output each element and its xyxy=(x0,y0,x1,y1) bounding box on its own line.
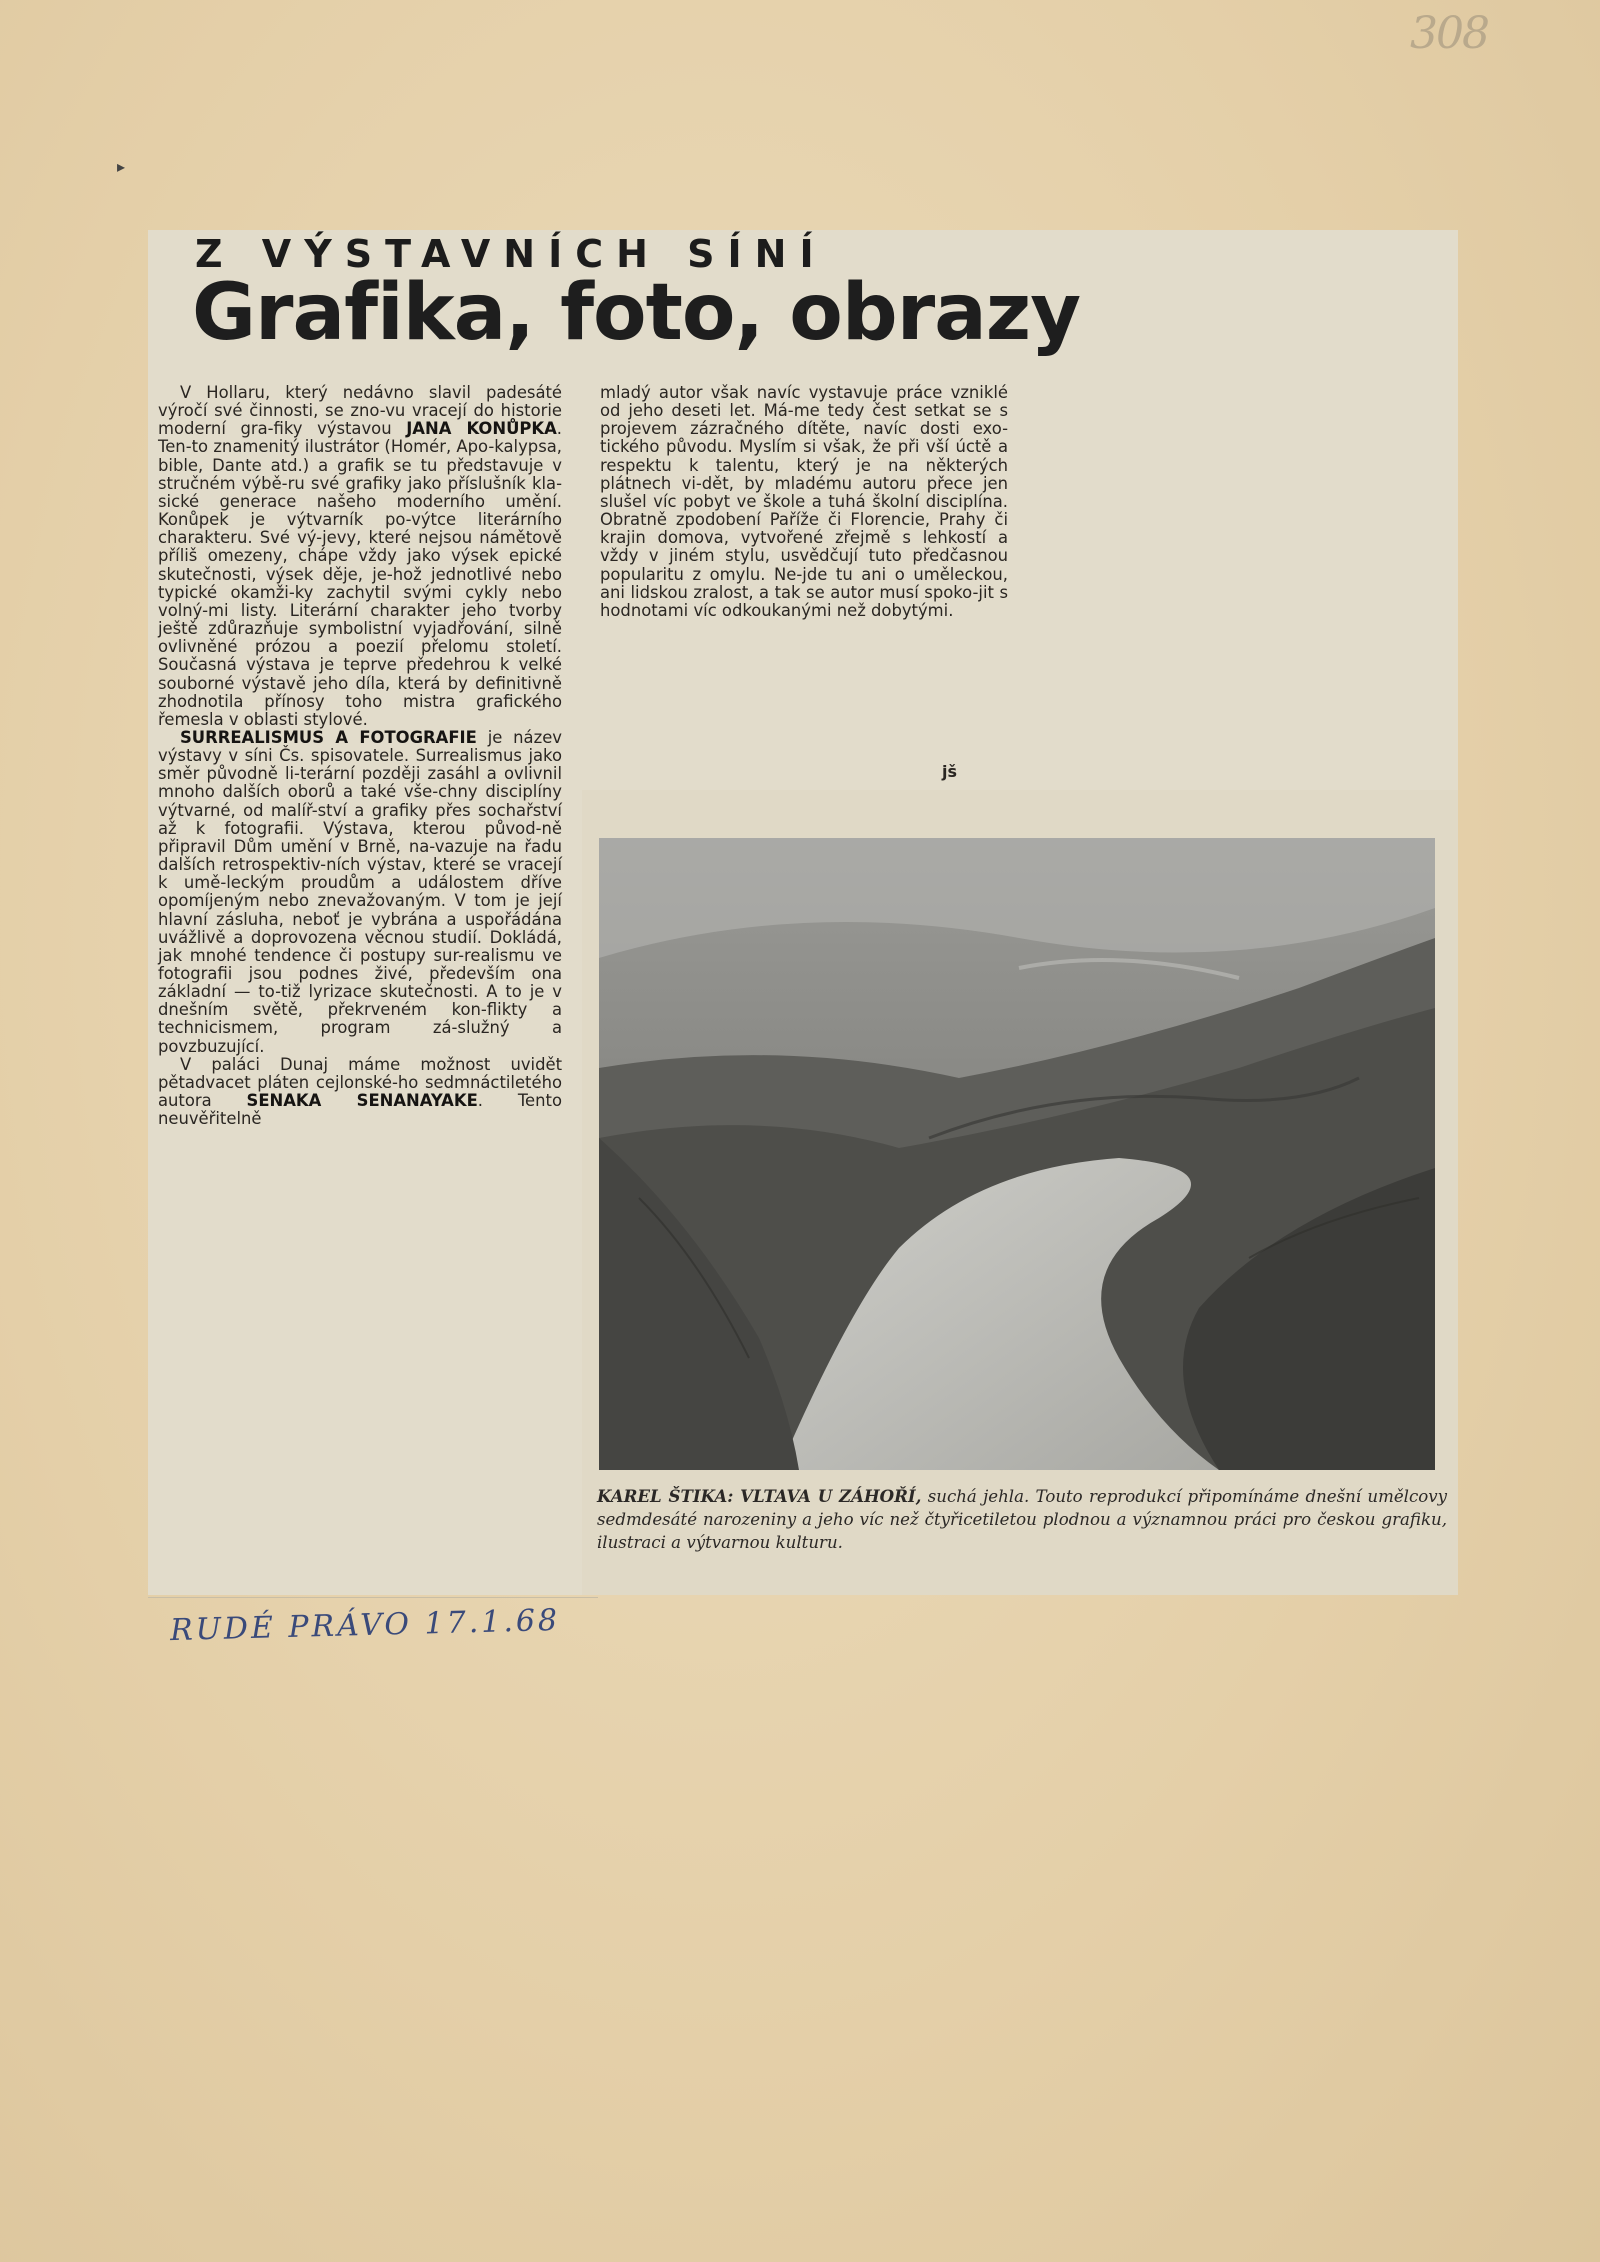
paragraph-surrealism: SURREALISMUS A FOTOGRAFIE je název výstavy v síni Čs. spisovatele. Surrealismus jako směr původně li-terární později zasáhl a ovlivnil mnoho dalších oborů a také vše-chny disciplíny výtvarné, od malíř-ství a grafiky přes sochařství až k fotografii. Výstava, kterou původ-ně připravil Dům umění v Brně, na-vazuje na řadu dalších retrospektiv-ních výstav, které se vracejí k umě-leckým proudům a událostem dříve opomíjeným nebo znevažovaným. V tom je její hlavní zásluha, neboť je vybrána a uspořádána uvážlivě a doprovozena věcnou studií. Dokládá, jak mnohé tendence či postupy sur-realismu ve fotografii jsou podnes živé, především ona základní — to-tiž lyrizace skutečnosti. A to je v dnešním světě, překrveném kon-flikty a technicismem, program zá-služný a povzbuzující. xyxy=(158,727,562,1056)
author-signature: jš xyxy=(942,762,958,781)
paragraph-konupek: V Hollaru, který nedávno slavil padesáté výročí své činnosti, se zno-vu vracejí do historie moderní gra-fiky výstavou JANA KONŮPKA. Ten-to znamenitý ilustrátor (Homér, Apo-kalypsa, bible, Dante atd.) a grafik se tu představuje v stručném výbě-ru své grafiky jako příslušník kla-sické generace našeho moderního umění. Konůpek je výtvarník po-výtce literárního charakteru. Své vý-jevy, které nejsou námětově příliš omezeny, chápe vždy jako výsek epické skutečnosti, výsek děje, je-hož jednotlivé nebo typické okamži-ky zachytil svými cykly nebo volný-mi listy. Literární charakter jeho tvorby ještě zdůrazňuje symbolistní vyjadřování, silně ovlivněné prózou a poezií přelomu století. Současná výstava je teprve předehrou k velké souborné výstavě jeho díla, která by definitivně zhodnotila přínosy toho mistra grafického řemesla v oblasti stylové. xyxy=(158,383,562,729)
section-kicker: Z VÝSTAVNÍCH SÍNÍ xyxy=(195,232,827,276)
right-column xyxy=(600,384,1008,620)
clipping-edge xyxy=(148,1597,598,1598)
pin-mark: ▸ xyxy=(117,157,126,176)
headline: Grafika, foto, obrazy xyxy=(192,268,1081,358)
paragraph-senanayake: V paláci Dunaj máme možnost uvidět pětadvacet pláten cejlonské-ho sedmnáctiletého autora SENAKA SENANAYAKE. Tento neuvěřitelně xyxy=(158,1054,562,1129)
reproduction-image xyxy=(599,838,1435,1470)
vltava-landscape-print xyxy=(599,838,1435,1470)
page-number: 308 xyxy=(1410,8,1488,59)
handwritten-source-note: RUDÉ PRÁVO 17.1.68 xyxy=(169,1602,561,1649)
left-column xyxy=(158,384,562,1128)
paragraph-continuation: mladý autor však navíc vystavuje práce vzniklé od jeho deseti let. Má-me tedy čest setkat se s projevem zázračného dítěte, navíc dosti exo-tického původu. Myslím si však, že při vší úctě a respektu k talentu, který je na některých plátnech vi-dět, by mladému autoru přece jen slušel víc pobyt ve škole a tuhá školní disciplína. Obratně zpodobení Paříže či Florencie, Prahy či krajin domova, vytvořené zřejmě s lehkostí a vždy v jiném stylu, usvědčují tuto předčasnou popularitu z omylu. Ne-jde tu ani o uměleckou, ani lidskou zralost, a tak se autor musí spoko-jit s hodnotami víc odkoukanými než dobytými. xyxy=(600,383,1008,620)
image-caption: KAREL ŠTIKA: VLTAVA U ZÁHOŘÍ, suchá jehla. Touto reprodukcí připomínáme dnešní umělcovy sedmdesáté narozeniny a jeho víc než čtyřicetiletou plodnou a významnou práci pro českou grafiku, ilustraci a výtvarnou kulturu. xyxy=(597,1486,1447,1552)
